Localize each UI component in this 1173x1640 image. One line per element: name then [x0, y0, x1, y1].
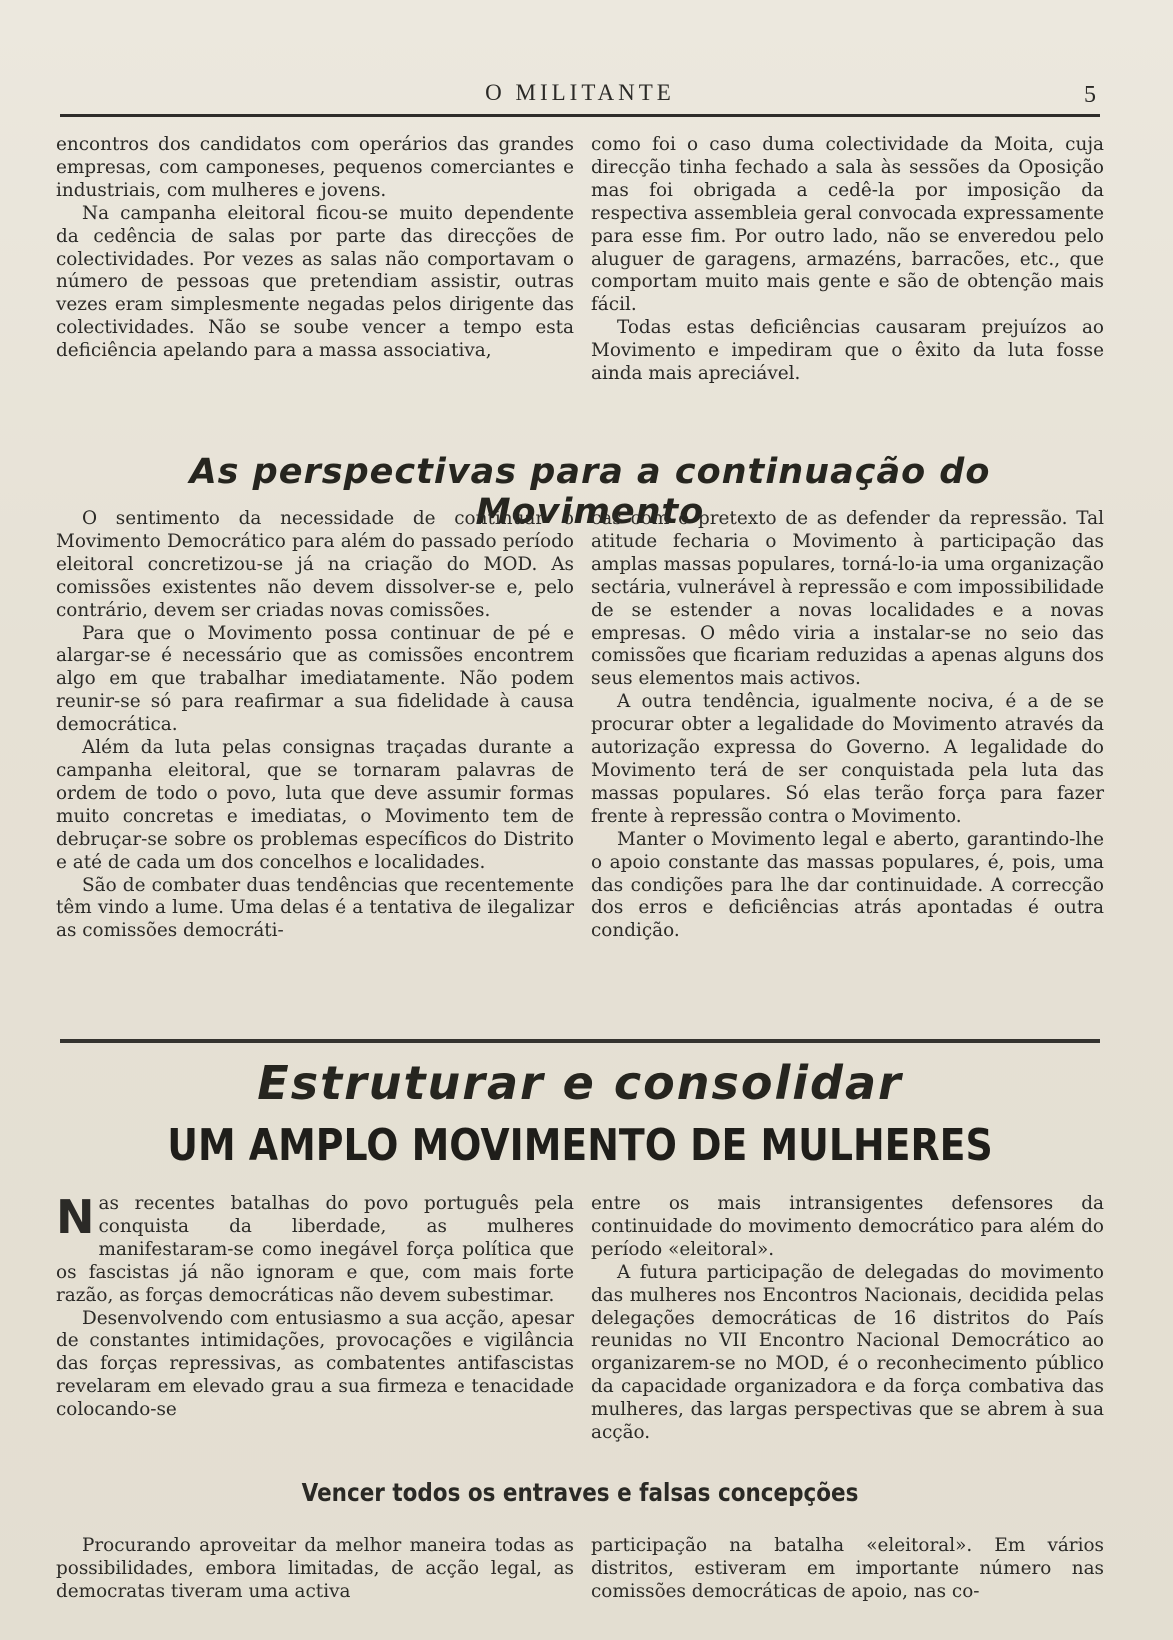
- page-number: 5: [1084, 82, 1096, 108]
- section3-left-column: [56, 1190, 574, 1422]
- subsection-heading: Vencer todos os entraves e falsas concepções: [301, 1478, 859, 1507]
- paragraph: Nas recentes batalhas do povo português pela conquista da liberdade, as mulheres manifestaram-se como inegável força política que os fascistas já não ignoram e que, com mais forte razão, as forças democráticas não devem subestimar.: [56, 1190, 574, 1306]
- paragraph: participação na batalha «eleitoral». Em vários distritos, estiveram em importante número nas comissões democráticas de apoio, nas co-: [591, 1535, 1104, 1602]
- section-divider: [60, 1039, 1100, 1043]
- paragraph: Para que o Movimento possa continuar de pé e alargar-se é necessário que as comissões encontrem algo em que trabalhar imediatamente. Não podem reunir-se só para reafirmar a sua fidelidade à causa democrática.: [56, 622, 574, 736]
- section1-right-column: [591, 134, 1104, 386]
- drop-cap: N: [56, 1190, 95, 1244]
- paragraph: São de combater duas tendências que recentemente têm vindo a lume. Uma delas é a tentativa de ilegalizar as comissões democráti-: [56, 874, 574, 942]
- paragraph: Desenvolvendo com entusiasmo a sua acção, apesar de constantes intimidações, provocações e vigilância das forças repressivas, as combatentes antifascistas revelaram em elevado grau a sua firmeza e tenacidade colocando-se: [56, 1307, 574, 1421]
- paragraph: Manter o Movimento legal e aberto, garantindo-lhe o apoio constante das massas populares, é, pois, uma das condições para lhe dar continuidade. A correcção dos erros e deficiências atrás apontadas é outra condição.: [591, 828, 1104, 942]
- paragraph: Na campanha eleitoral ficou-se muito dependente da cedência de salas por parte das direcções de colectividades. Por vezes as salas não comportavam o número de pessoas que pretendiam assistir, outras vezes eram simplesmente negadas pelos dirigente das colectividades. Não se soube vencer a tempo esta deficiência apelando para a massa associativa,: [56, 202, 574, 362]
- paragraph: Procurando aproveitar da melhor maneira todas as possibilidades, embora limitadas, de acção legal, as democratas tiveram uma activa: [56, 1535, 574, 1602]
- paragraph: O sentimento da necessidade de continuar o Movimento Democrático para além do passado período eleitoral concretizou-se já na criação do MOD. As comissões existentes não devem dissolver-se e, pelo contrário, devem ser criadas novas comissões.: [56, 508, 574, 621]
- paragraph: como foi o caso duma colectividade da Moita, cuja direcção tinha fechado a sala às sessões da Oposição mas foi obrigada a cedê-la por imposição da respectiva assembleia geral convocada expressamente para esse fim. Por outro lado, não se enveredou pelo aluguer de garagens, armazéns, barracões, etc., que comportam muito mais gente e são de obtenção mais fácil.: [591, 134, 1104, 316]
- article-headline: UM AMPLO MOVIMENTO DE MULHERES: [167, 1120, 993, 1171]
- paragraph: Todas estas deficiências causaram prejuízos ao Movimento e impediram que o êxito da luta fosse ainda mais apreciável.: [591, 317, 1104, 385]
- paragraph: encontros dos candidatos com operários das grandes empresas, com camponeses, pequenos comerciantes e industriais, com mulheres e jovens.: [56, 134, 574, 201]
- section3-right-column: [591, 1193, 1104, 1445]
- section2-right-column: [591, 508, 1104, 943]
- section2-left-column: [56, 508, 574, 943]
- section4-left-column: [56, 1535, 574, 1604]
- publication-title: O MILITANTE: [485, 80, 675, 105]
- section4-right-column: [591, 1535, 1104, 1604]
- page-header: [60, 78, 1100, 117]
- section2-heading: As perspectivas para a continuação do Movimento: [189, 452, 991, 532]
- paragraph: entre os mais intransigentes defensores da continuidade do movimento democrático para além do período «eleitoral».: [591, 1193, 1104, 1260]
- paragraph: cas com o pretexto de as defender da repressão. Tal atitude fecharia o Movimento à participação das amplas massas populares, torná-lo-ia uma organização sectária, vulnerável à repressão e com impossibilidade de se estender a novas localidades e a novas empresas. O mêdo viria a instalar-se no seio das comissões que ficariam reduzidas a apenas alguns dos seus elementos mais activos.: [591, 508, 1104, 690]
- section1-left-column: [56, 134, 574, 363]
- paragraph: A outra tendência, igualmente nociva, é a de se procurar obter a legalidade do Movimento através da autorização expressa do Governo. A legalidade do Movimento terá de ser conquistada pela luta das massas populares. Só elas terão força para fazer frente à repressão contra o Movimento.: [591, 691, 1104, 827]
- paragraph: A futura participação de delegadas do movimento das mulheres nos Encontros Nacionais, decidida pelas delegações democráticas de 16 distritos do País reunidas no VII Encontro Nacional Democrático ao organizarem-se no MOD, é o reconhecimento público da capacidade organizadora e da força combativa das mulheres, das largas perspectivas que se abrem à sua acção.: [591, 1261, 1104, 1444]
- paragraph: Além da luta pelas consignas traçadas durante a campanha eleitoral, que se tornaram palavras de ordem de todo o povo, luta que deve assumir formas muito concretas e imediatas, o Movimento tem de debruçar-se sobre os problemas específicos do Distrito e até de cada um dos concelhos e localidades.: [56, 737, 574, 873]
- article-kicker: Estruturar e consolidar: [257, 1056, 903, 1110]
